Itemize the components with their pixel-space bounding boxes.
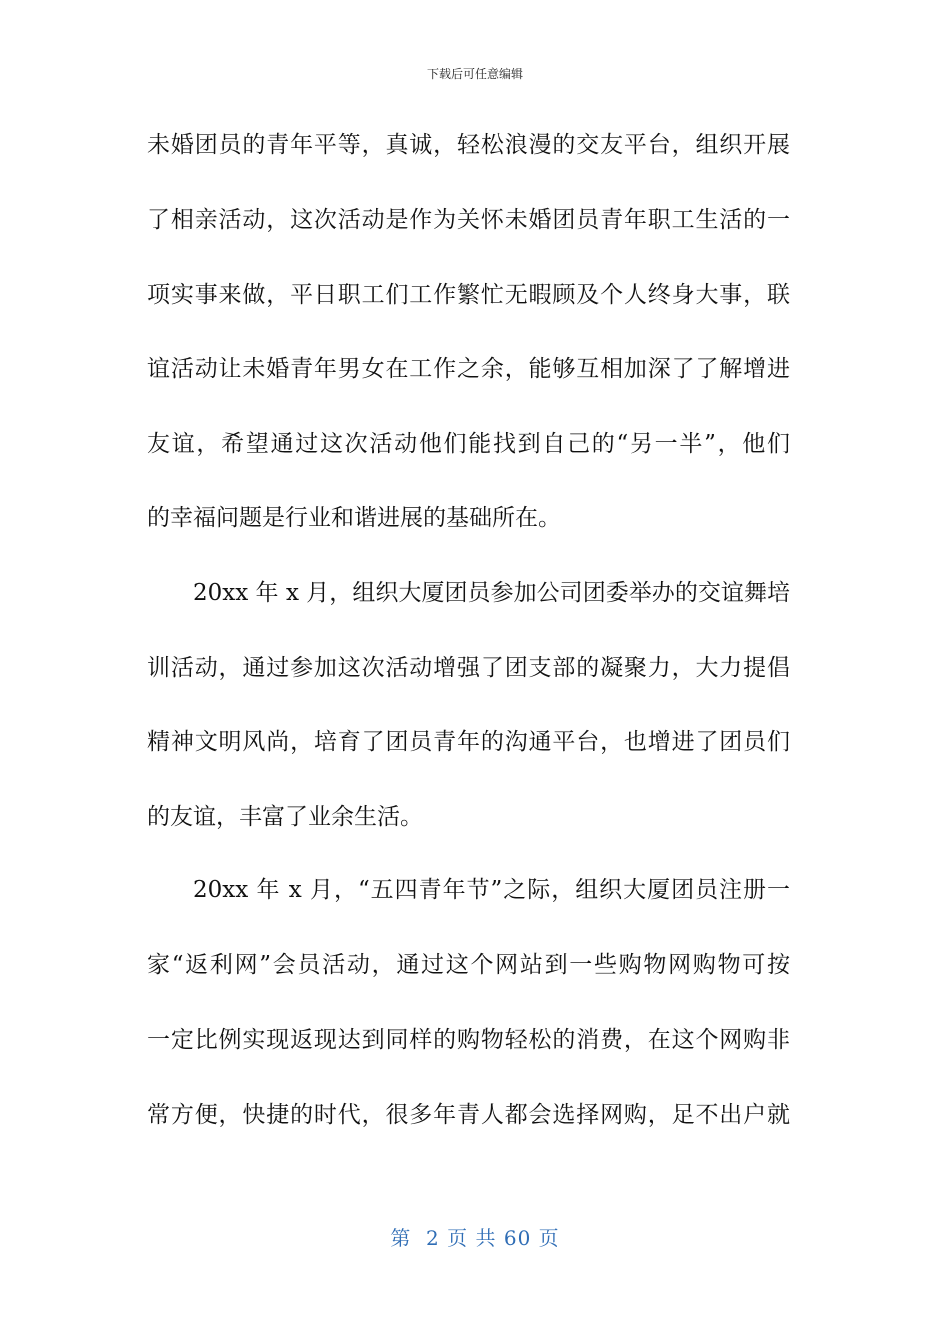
paragraph-first-line: 20xx 年 x 月，组织大厦团员参加公司团委举办的交谊舞培 [193,580,790,606]
paragraph-first-line: 20xx 年 x 月，“五四青年节”之际，组织大厦团员注册一 [193,877,790,903]
text-line: 精神文明风尚，培育了团员青年的沟通平台，也增进了团员们 [147,729,790,755]
text-line: 的友谊，丰富了业余生活。 [147,804,423,830]
text-line: 家“返利网”会员活动，通过这个网站到一些购物网购物可按 [147,952,790,978]
page-number-footer: 第 2 页 共 60 页 [390,1226,560,1250]
text-line: 训活动，通过参加这次活动增强了团支部的凝聚力，大力提倡 [147,655,790,681]
text-line: 常方便，快捷的时代，很多年青人都会选择网购，足不出户就 [147,1102,790,1128]
text-line: 未婚团员的青年平等，真诚，轻松浪漫的交友平台，组织开展 [147,132,790,158]
text-line: 一定比例实现返现达到同样的购物轻松的消费，在这个网购非 [147,1027,790,1053]
text-line: 的幸福问题是行业和谐进展的基础所在。 [147,505,561,531]
text-line: 了相亲活动，这次活动是作为关怀未婚团员青年职工生活的一 [147,207,790,233]
text-line: 谊活动让未婚青年男女在工作之余，能够互相加深了了解增进 [147,356,790,382]
text-line: 友谊，希望通过这次活动他们能找到自己的“另一半”，他们 [147,431,790,457]
page-header-note: 下载后可任意编辑 [426,67,523,81]
text-line: 项实事来做，平日职工们工作繁忙无暇顾及个人终身大事，联 [147,282,790,308]
